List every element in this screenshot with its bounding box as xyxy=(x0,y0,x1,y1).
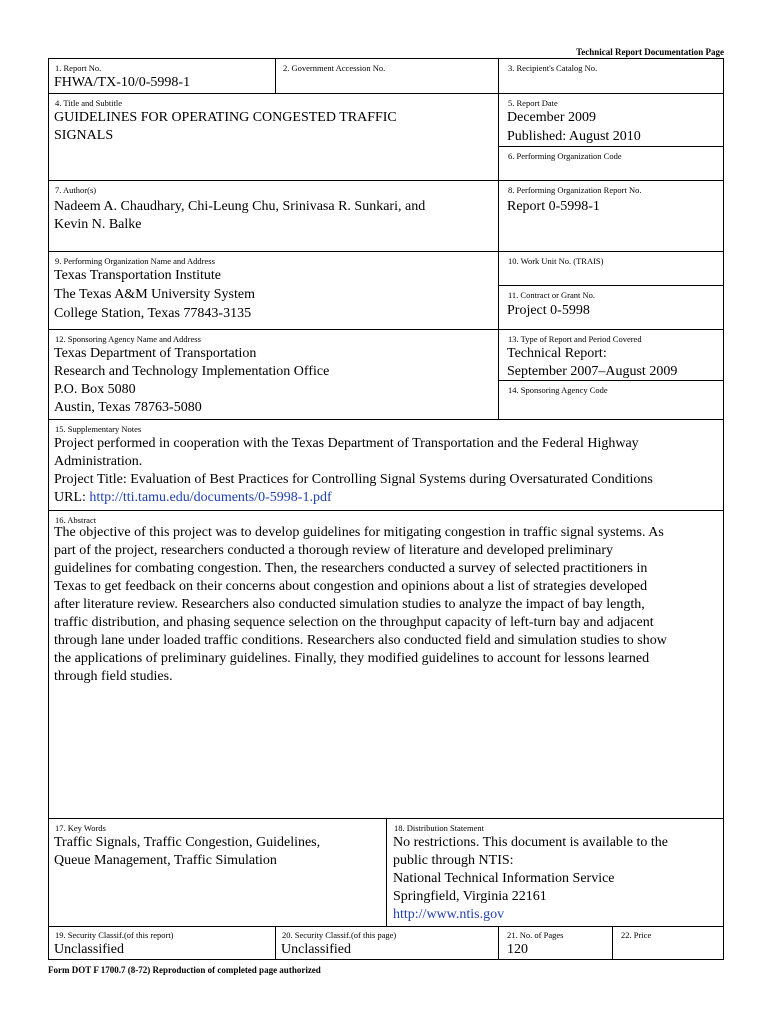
abstract-line: after literature review. Researchers also conducted simulation studies to analyze the impact of bay length, xyxy=(54,597,645,612)
work-unit-label: 10. Work Unit No. (TRAIS) xyxy=(508,256,604,266)
report-date-label: 5. Report Date xyxy=(508,98,558,108)
report-no-value: FHWA/TX-10/0-5998-1 xyxy=(54,75,191,90)
form-footer: Form DOT F 1700.7 (8-72) Reproduction of completed page authorized xyxy=(48,965,321,975)
rule xyxy=(498,926,499,960)
abstract-line: through lane under loaded traffic conditions. Researchers also conducted field and simulation studies to show xyxy=(54,633,667,648)
supplementary-line: Administration. xyxy=(54,454,143,469)
perf-org-report-value: Report 0-5998-1 xyxy=(507,199,600,214)
perf-org-name-label: 9. Performing Organization Name and Address xyxy=(55,256,215,266)
security-page-value: Unclassified xyxy=(281,942,351,957)
security-report-label: 19. Security Classif.(of this report) xyxy=(55,930,174,940)
recipient-catalog-label: 3. Recipient's Catalog No. xyxy=(508,63,598,73)
published-date-value: Published: August 2010 xyxy=(507,129,641,144)
abstract-label: 16. Abstract xyxy=(55,515,97,525)
rule xyxy=(612,926,613,960)
report-type-label: 13. Type of Report and Period Covered xyxy=(508,334,642,344)
rule xyxy=(498,58,499,419)
supplementary-line: Project performed in cooperation with the Texas Department of Transportation and the Federal Highway xyxy=(54,436,639,451)
report-url-link[interactable]: http://tti.tamu.edu/documents/0-5998-1.pdf xyxy=(89,490,332,505)
url-prefix: URL: xyxy=(54,490,90,505)
authors-value: Nadeem A. Chaudhary, Chi-Leung Chu, Srinivasa R. Sunkari, and Kevin N. Balke xyxy=(54,199,426,232)
num-pages-value: 120 xyxy=(507,942,528,957)
rule xyxy=(498,285,724,286)
abstract-line: through field studies. xyxy=(54,669,173,684)
report-no-label: 1. Report No. xyxy=(55,63,102,73)
sponsor-code-label: 14. Sponsoring Agency Code xyxy=(508,385,608,395)
abstract-line: traffic distribution, and phasing sequence selection on the throughput capacity of left-turn bay and adjacent xyxy=(54,615,654,630)
rule xyxy=(48,510,724,511)
rule xyxy=(48,251,724,252)
key-words-label: 17. Key Words xyxy=(55,823,106,833)
abstract-line: guidelines for combating congestion. Then, the researchers conducted a survey of selected practitioners in xyxy=(54,561,648,576)
abstract-line: part of the project, researchers conducted a thorough review of literature and developed preliminary xyxy=(54,543,613,558)
abstract-line: The objective of this project was to develop guidelines for mitigating congestion in traffic signal systems. As xyxy=(54,525,664,540)
abstract-line: Texas to get feedback on their concerns about congestion and opinions about a list of strategies developed xyxy=(54,579,648,594)
supplementary-line: Project Title: Evaluation of Best Practices for Controlling Signal Systems during Oversaturated Conditions xyxy=(54,472,653,487)
rule xyxy=(48,329,724,330)
perf-org-name-line2: The Texas A&M University System xyxy=(54,287,255,302)
rule xyxy=(48,180,724,181)
key-words-value: Traffic Signals, Traffic Congestion, Guidelines, Queue Management, Traffic Simulation xyxy=(54,835,321,868)
form-header-title: Technical Report Documentation Page xyxy=(576,47,724,57)
distribution-value: No restrictions. This document is available to the public through NTIS: National Technical Information Service Springfield, Virginia 22161 xyxy=(393,835,669,904)
report-type-value: Technical Report: September 2007–August 2009 xyxy=(507,346,678,379)
ntis-url-link[interactable]: http://www.ntis.gov xyxy=(393,907,505,922)
num-pages-label: 21. No. of Pages xyxy=(507,930,564,940)
rule xyxy=(386,818,387,926)
perf-org-code-label: 6. Performing Organization Code xyxy=(508,151,622,161)
security-page-label: 20. Security Classif.(of this page) xyxy=(282,930,397,940)
perf-org-name-line1: Texas Transportation Institute xyxy=(54,268,222,283)
rule xyxy=(275,58,276,93)
rule xyxy=(275,926,276,960)
abstract-line: the applications of preliminary guidelines. Finally, they modified guidelines to account for lessons learned xyxy=(54,651,650,666)
supplementary-url-line xyxy=(54,489,332,507)
rule xyxy=(48,93,724,94)
perf-org-name-line3: College Station, Texas 77843-3135 xyxy=(54,306,252,321)
rule xyxy=(48,419,724,420)
distribution-label: 18. Distribution Statement xyxy=(394,823,484,833)
rule xyxy=(498,146,724,147)
supplementary-label: 15. Supplementary Notes xyxy=(55,424,142,434)
contract-grant-value: Project 0-5998 xyxy=(507,303,590,318)
report-date-value: December 2009 xyxy=(507,110,597,125)
title-subtitle-value: GUIDELINES FOR OPERATING CONGESTED TRAFFIC SIGNALS xyxy=(54,110,397,143)
security-report-value: Unclassified xyxy=(54,942,124,957)
title-subtitle-label: 4. Title and Subtitle xyxy=(55,98,123,108)
price-label: 22. Price xyxy=(621,930,652,940)
contract-grant-label: 11. Contract or Grant No. xyxy=(508,290,596,300)
gov-accession-label: 2. Government Accession No. xyxy=(283,63,386,73)
authors-label: 7. Author(s) xyxy=(55,185,97,195)
sponsor-value: Texas Department of Transportation Research and Technology Implementation Office P.O. Box 5080 Austin, Texas 78763-5080 xyxy=(54,346,330,415)
sponsor-label: 12. Sponsoring Agency Name and Address xyxy=(55,334,201,344)
perf-org-report-label: 8. Performing Organization Report No. xyxy=(508,185,642,195)
rule xyxy=(48,926,724,927)
